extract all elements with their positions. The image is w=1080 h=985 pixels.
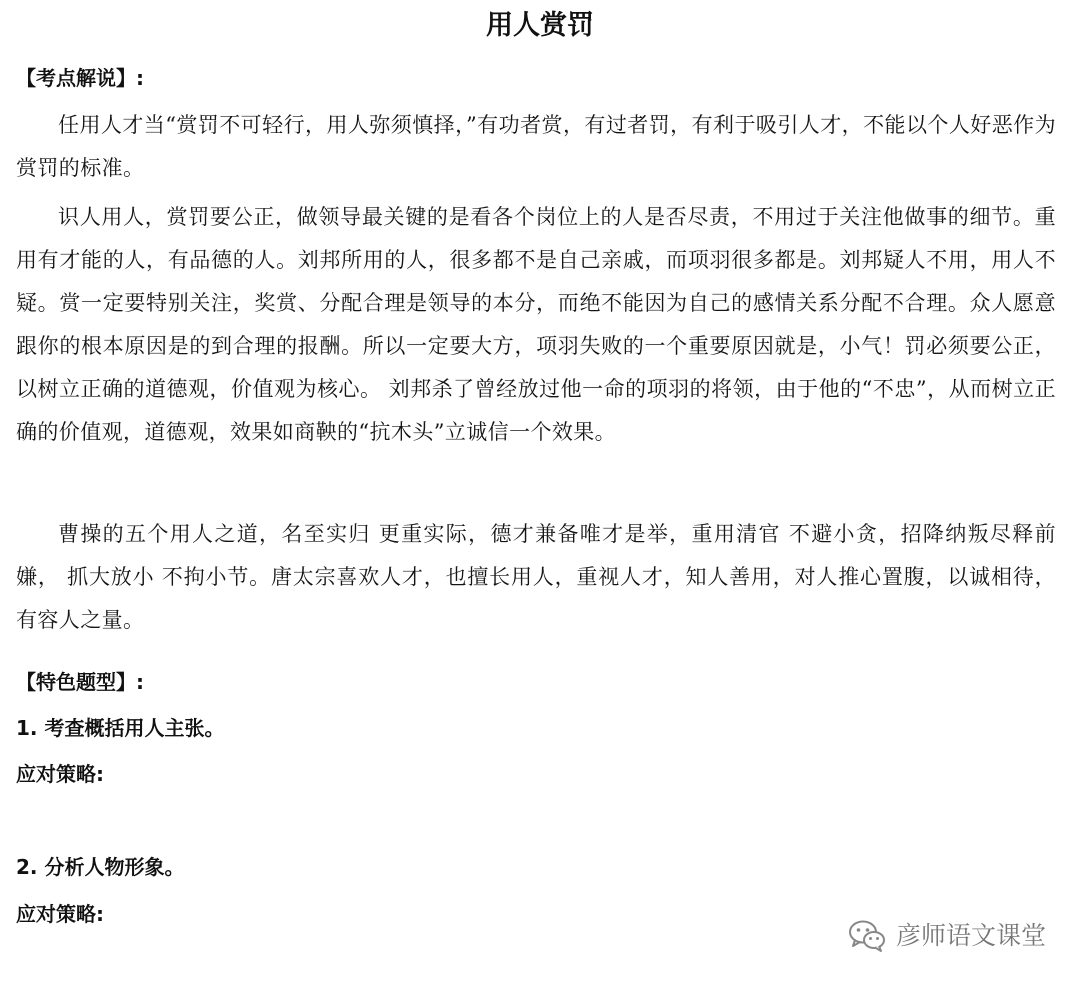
paragraph-1: 任用人才当“赏罚不可轻行，用人弥须慎择，”有功者赏，有过者罚，有利于吸引人才，不能以个人好恶作为赏罚的标准。 xyxy=(16,113,1056,180)
paragraph-3: 曹操的五个用人之道，名至实归 更重实际，德才兼备唯才是举，重用清官 不避小贪，招降纳叛尽释前嫌， 抓大放小 不拘小节。唐太宗喜欢人才，也擅长用人，重视人才，知人善用，对人推心置腹，以诚相待，有容人之量。 xyxy=(16,522,1056,632)
section-heading-analysis: 【考点解说】: xyxy=(16,66,144,90)
watermark xyxy=(848,918,1046,954)
strategy-label-1: 应对策略: xyxy=(16,762,104,786)
page-title: 用人赏罚 xyxy=(486,10,594,41)
question-2: 2. 分析人物形象。 xyxy=(16,855,185,879)
strategy-label-2: 应对策略: xyxy=(16,902,104,926)
paragraph-2: 识人用人，赏罚要公正，做领导最关键的是看各个岗位上的人是否尽责，不用过于关注他做事的细节。重用有才能的人，有品德的人。刘邦所用的人，很多都不是自己亲戚，而项羽很多都是。刘邦疑人不用，用人不疑。赏一定要特别关注，奖赏、分配合理是领导的本分，而绝不能因为自己的感情关系分配不合理。众人愿意跟你的根本原因是的到合理的报酬。所以一定要大方，项羽失败的一个重要原因就是，小气！罚必须要公正，以树立正确的道德观，价值观为核心。 刘邦杀了曾经放过他一命的项羽的将领，由于他的“不忠”，从而树立正确的价值观，道德观，效果如商鞅的“抗木头”立诚信一个效果。 xyxy=(16,205,1056,444)
question-1: 1. 考查概括用人主张。 xyxy=(16,716,225,740)
section-heading-question-types: 【特色题型】: xyxy=(16,670,144,694)
watermark-text: 彦师语文课堂 xyxy=(895,921,1046,950)
wechat-icon xyxy=(848,919,886,953)
